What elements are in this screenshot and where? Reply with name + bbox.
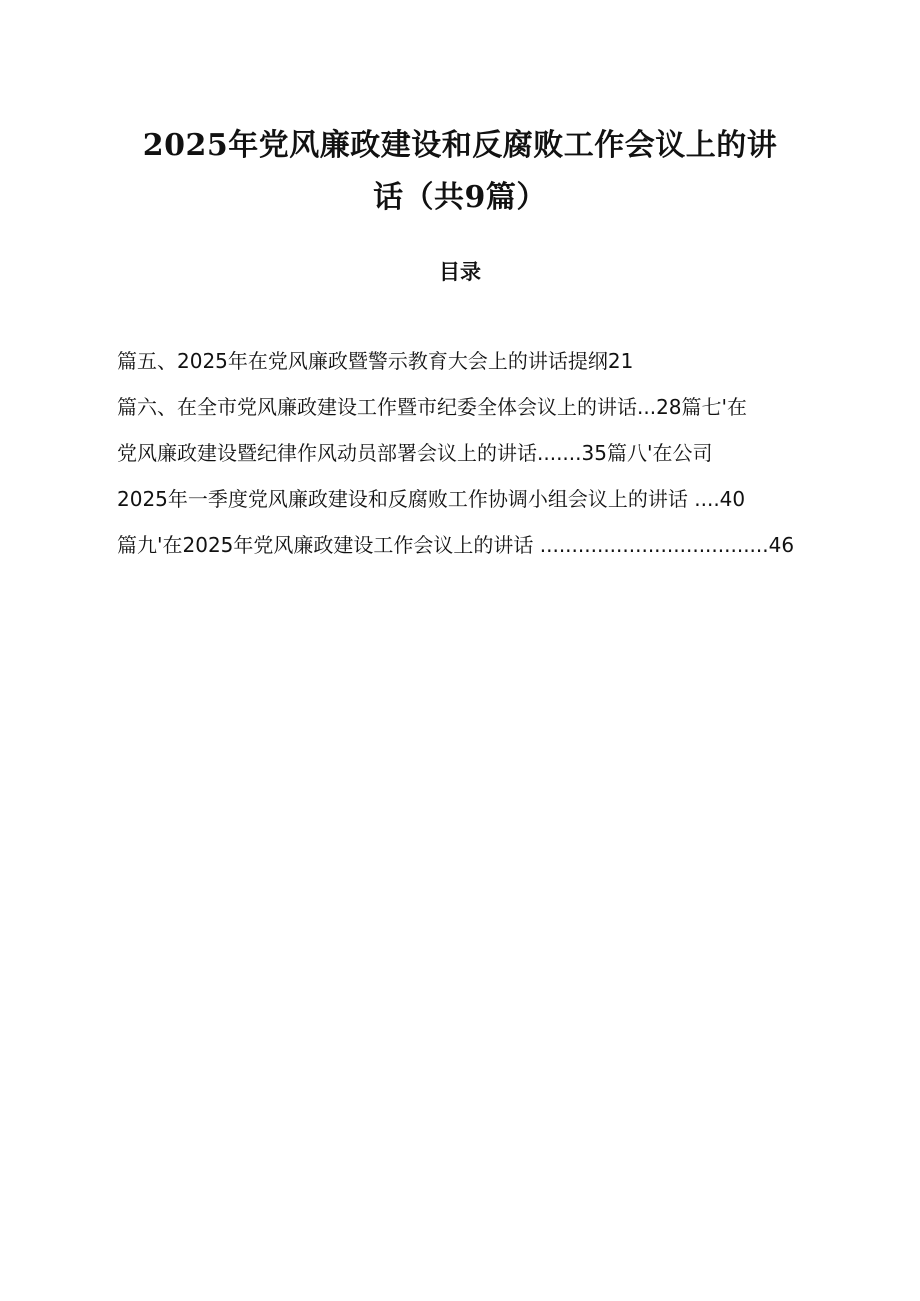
document-title-line-1: 2025年党风廉政建设和反腐败工作会议上的讲 bbox=[142, 128, 778, 163]
toc-entry-line-4[interactable]: 2025年一季度党风廉政建设和反腐败工作协调小组会议上的讲话 ....40 bbox=[117, 487, 746, 511]
toc-heading: 目录 bbox=[439, 260, 481, 284]
toc-entry-line-3[interactable]: 党风廉政建设暨纪律作风动员部署会议上的讲话.......35篇八'在公司 bbox=[117, 441, 713, 465]
document-title-line-2: 话（共9篇） bbox=[373, 180, 547, 215]
table-of-contents bbox=[117, 346, 817, 576]
toc-entry-line-1[interactable]: 篇五、2025年在党风廉政暨警示教育大会上的讲话提纲21 bbox=[117, 349, 634, 373]
toc-entry-line-5[interactable]: 篇九'在2025年党风廉政建设工作会议上的讲话 ....................................46 bbox=[117, 533, 795, 557]
toc-entry-line-2[interactable]: 篇六、在全市党风廉政建设工作暨市纪委全体会议上的讲话...28篇七'在 bbox=[117, 395, 748, 419]
